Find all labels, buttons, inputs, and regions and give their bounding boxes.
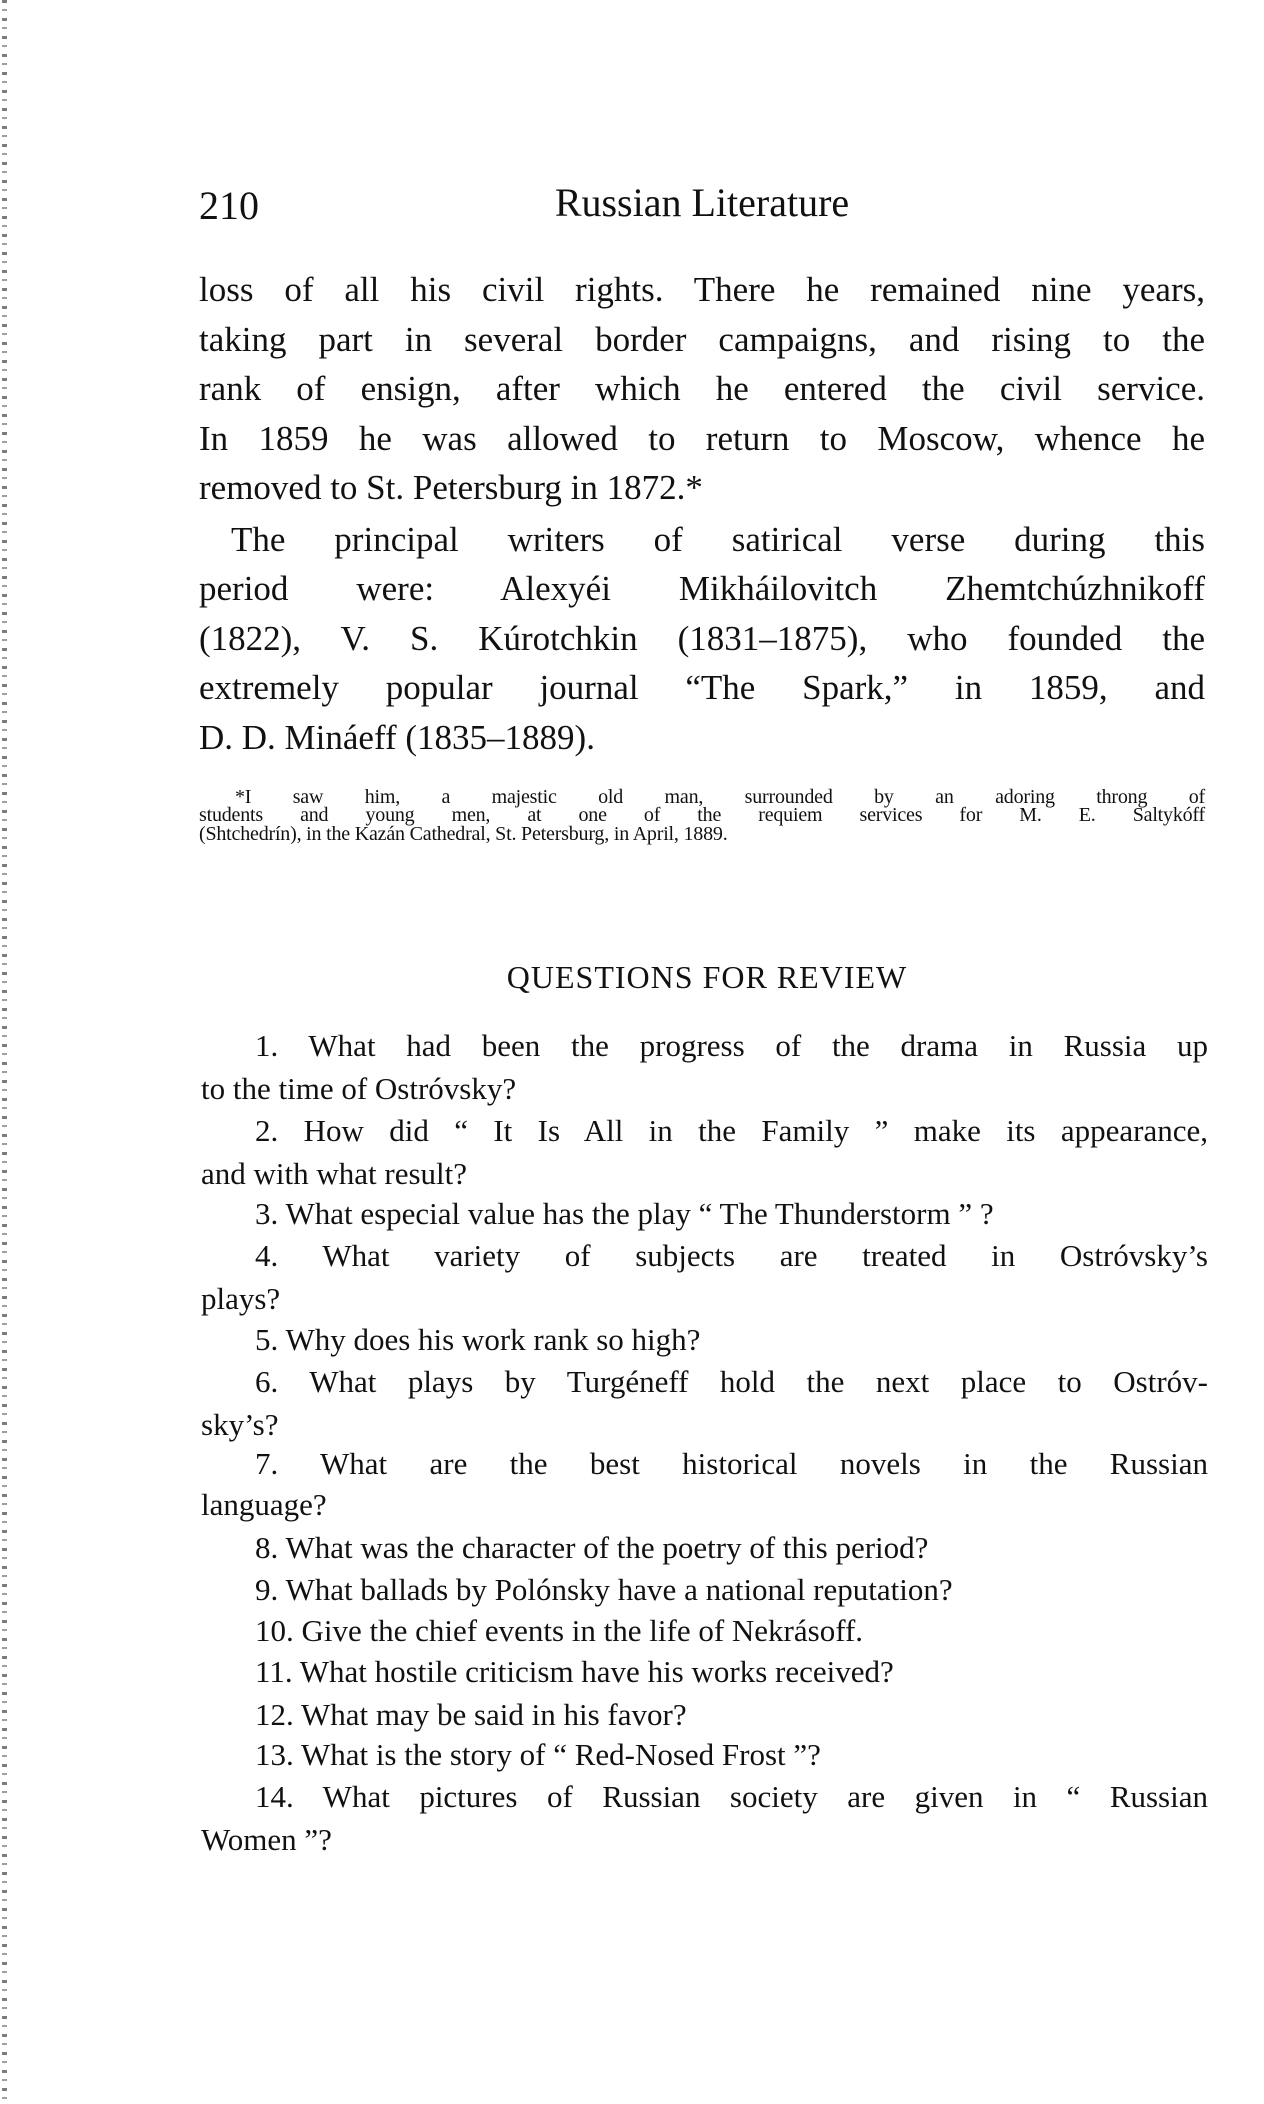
paragraph-line: The principal writers of satirical verse during this [231,520,1205,559]
paragraph-line: loss of all his civil rights. There he remained nine years, [199,270,1205,309]
question-line: 14. What pictures of Russian society are given in “ Russian [255,1779,1208,1814]
question-line: 9. What ballads by Polónsky have a national reputation? [255,1572,953,1607]
page-number: 210 [199,183,259,228]
question-line: 3. What especial value has the play “ The Thunderstorm ” ? [255,1196,994,1231]
paragraph-line: In 1859 he was allowed to return to Moscow, whence he [199,419,1205,458]
question-line: plays? [201,1281,281,1316]
question-line: and with what result? [201,1156,468,1191]
paragraph-line: extremely popular journal “The Spark,” in 1859, and [199,668,1205,707]
question-line: 13. What is the story of “ Red-Nosed Frost ”? [255,1737,821,1772]
paragraph-line: taking part in several border campaigns, and rising to the [199,320,1205,359]
paragraph-line: D. D. Mináeff (1835–1889). [199,718,595,757]
footnote-line: students and young men, at one of the requiem services for M. E. Saltykóff [199,804,1205,826]
question-line: to the time of Ostróvsky? [201,1071,517,1106]
question-line: 4. What variety of subjects are treated in Ostróvsky’s [255,1238,1208,1273]
scan-edge-marks [2,0,7,2104]
running-title: Russian Literature [554,180,850,225]
paragraph-line: period were: Alexyéi Mikháilovitch Zhemtchúzhnikoff [199,569,1205,608]
footnote-line: (Shtchedrín), in the Kazán Cathedral, St. Petersburg, in April, 1889. [199,823,728,845]
question-line: 7. What are the best historical novels in the Russian [255,1446,1208,1481]
question-line: 5. Why does his work rank so high? [255,1322,701,1357]
section-heading: QUESTIONS FOR REVIEW [506,959,908,995]
footnote-line: *I saw him, a majestic old man, surrounded by an adoring throng of [235,786,1205,808]
question-line: 10. Give the chief events in the life of Nekrásoff. [255,1613,864,1648]
question-line: sky’s? [201,1407,279,1442]
paragraph-line: rank of ensign, after which he entered the civil service. [199,369,1205,408]
question-line: 2. How did “ It Is All in the Family ” make its appearance, [255,1113,1208,1148]
question-line: 8. What was the character of the poetry of this period? [255,1530,929,1565]
question-line: 11. What hostile criticism have his works received? [255,1654,894,1689]
question-line: language? [201,1487,327,1522]
paragraph-line: (1822), V. S. Kúrotchkin (1831–1875), who founded the [199,619,1205,658]
paragraph-line: removed to St. Petersburg in 1872.* [199,468,703,507]
question-line: 6. What plays by Turgéneff hold the next place to Ostróv- [255,1364,1208,1399]
question-line: Women ”? [201,1822,332,1857]
question-line: 12. What may be said in his favor? [255,1697,687,1732]
question-line: 1. What had been the progress of the drama in Russia up [255,1028,1208,1063]
